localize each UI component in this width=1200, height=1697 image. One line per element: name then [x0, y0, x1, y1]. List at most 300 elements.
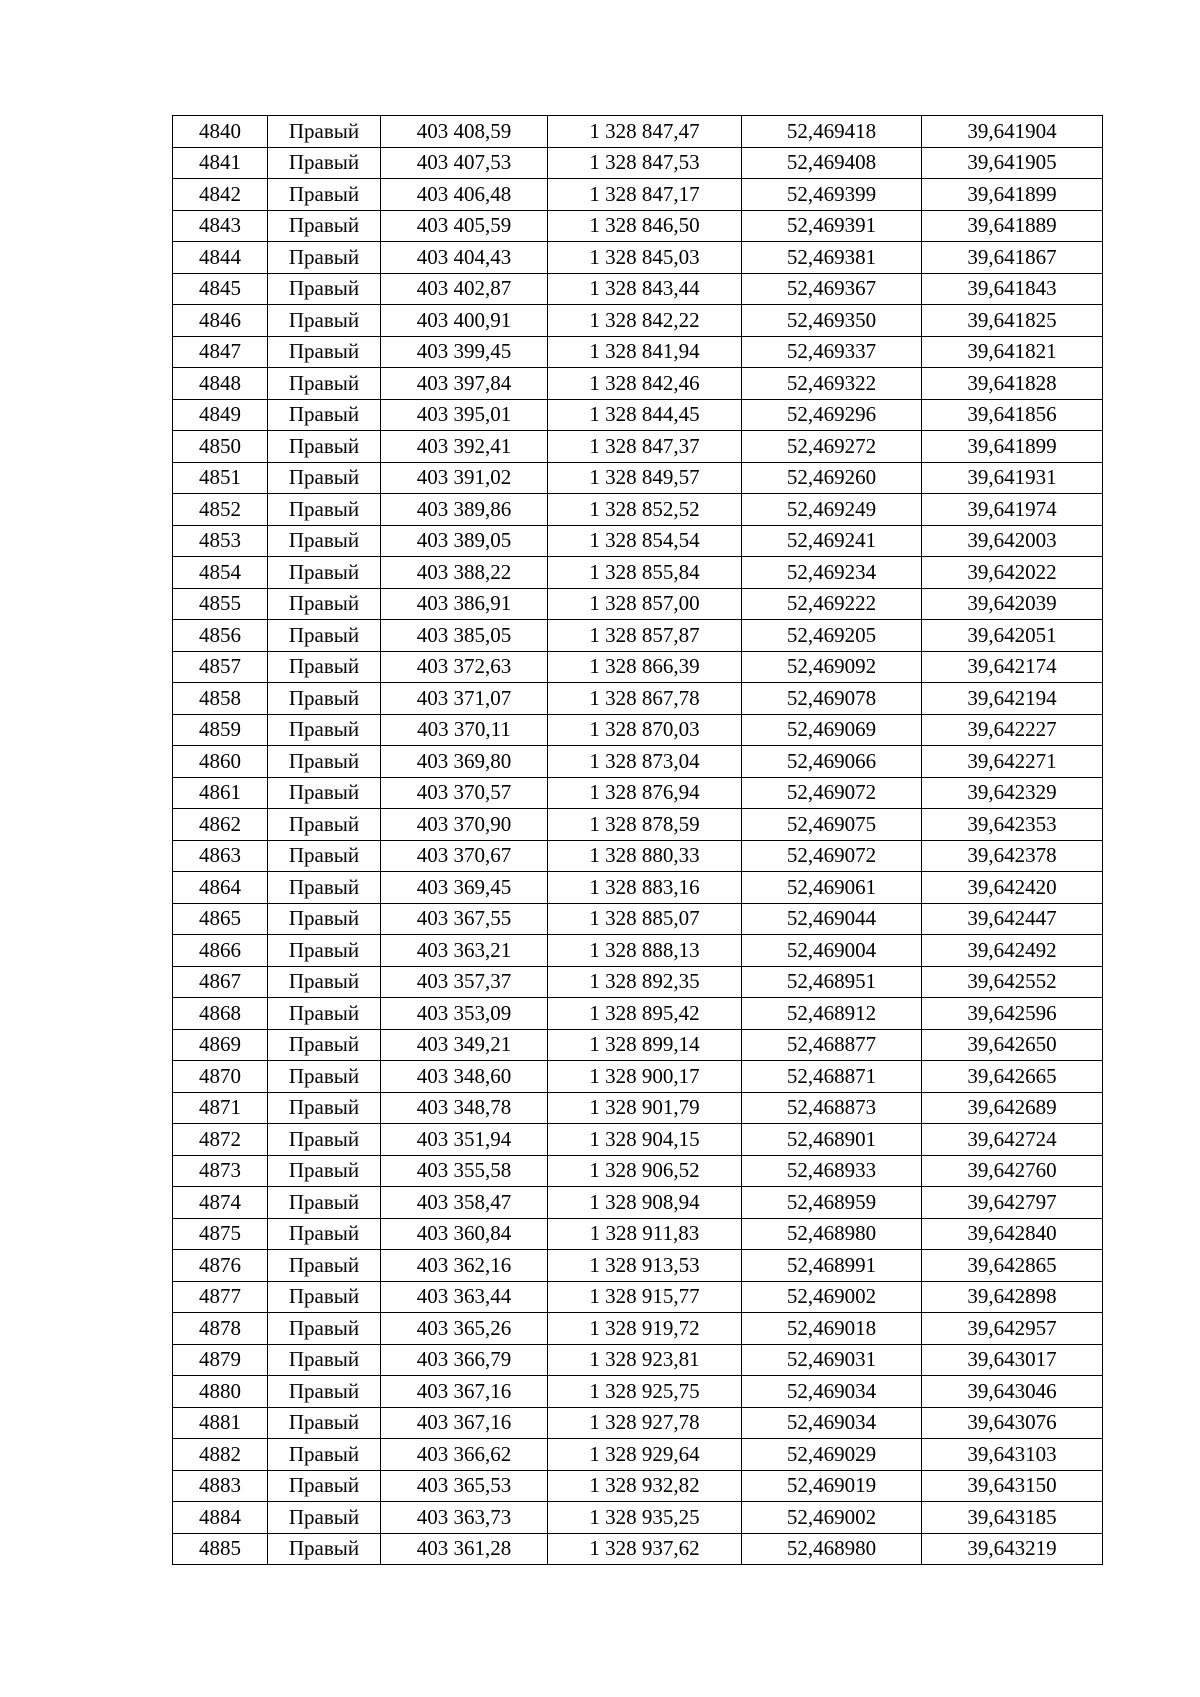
- longitude-cell: 39,642840: [922, 1218, 1103, 1250]
- y-coordinate-cell: 1 328 878,59: [548, 809, 742, 841]
- table-row: [173, 903, 1103, 935]
- latitude-cell: 52,469078: [742, 683, 922, 715]
- y-coordinate-cell: 1 328 937,62: [548, 1533, 742, 1565]
- side-cell: Правый: [268, 525, 381, 557]
- x-coordinate-cell: 403 365,26: [381, 1313, 548, 1345]
- latitude-cell: 52,469272: [742, 431, 922, 463]
- y-coordinate-cell: 1 328 876,94: [548, 777, 742, 809]
- latitude-cell: 52,469034: [742, 1376, 922, 1408]
- table-row: [173, 588, 1103, 620]
- x-coordinate-cell: 403 370,67: [381, 840, 548, 872]
- side-cell: Правый: [268, 966, 381, 998]
- y-coordinate-cell: 1 328 855,84: [548, 557, 742, 589]
- side-cell: Правый: [268, 557, 381, 589]
- latitude-cell: 52,469002: [742, 1281, 922, 1313]
- point-number-cell: 4883: [173, 1470, 268, 1502]
- y-coordinate-cell: 1 328 901,79: [548, 1092, 742, 1124]
- point-number-cell: 4857: [173, 651, 268, 683]
- point-number-cell: 4841: [173, 147, 268, 179]
- y-coordinate-cell: 1 328 852,52: [548, 494, 742, 526]
- latitude-cell: 52,468873: [742, 1092, 922, 1124]
- longitude-cell: 39,641931: [922, 462, 1103, 494]
- table-row: [173, 210, 1103, 242]
- y-coordinate-cell: 1 328 911,83: [548, 1218, 742, 1250]
- side-cell: Правый: [268, 368, 381, 400]
- side-cell: Правый: [268, 1155, 381, 1187]
- point-number-cell: 4881: [173, 1407, 268, 1439]
- x-coordinate-cell: 403 404,43: [381, 242, 548, 274]
- y-coordinate-cell: 1 328 854,54: [548, 525, 742, 557]
- y-coordinate-cell: 1 328 883,16: [548, 872, 742, 904]
- longitude-cell: 39,642665: [922, 1061, 1103, 1093]
- side-cell: Правый: [268, 1218, 381, 1250]
- point-number-cell: 4847: [173, 336, 268, 368]
- y-coordinate-cell: 1 328 846,50: [548, 210, 742, 242]
- longitude-cell: 39,642039: [922, 588, 1103, 620]
- table-row: [173, 966, 1103, 998]
- y-coordinate-cell: 1 328 900,17: [548, 1061, 742, 1093]
- point-number-cell: 4846: [173, 305, 268, 337]
- longitude-cell: 39,642271: [922, 746, 1103, 778]
- y-coordinate-cell: 1 328 873,04: [548, 746, 742, 778]
- point-number-cell: 4868: [173, 998, 268, 1030]
- x-coordinate-cell: 403 349,21: [381, 1029, 548, 1061]
- point-number-cell: 4853: [173, 525, 268, 557]
- side-cell: Правый: [268, 1439, 381, 1471]
- table-row: [173, 557, 1103, 589]
- point-number-cell: 4845: [173, 273, 268, 305]
- side-cell: Правый: [268, 872, 381, 904]
- latitude-cell: 52,469072: [742, 777, 922, 809]
- latitude-cell: 52,469044: [742, 903, 922, 935]
- longitude-cell: 39,642353: [922, 809, 1103, 841]
- x-coordinate-cell: 403 397,84: [381, 368, 548, 400]
- x-coordinate-cell: 403 363,21: [381, 935, 548, 967]
- y-coordinate-cell: 1 328 925,75: [548, 1376, 742, 1408]
- longitude-cell: 39,642898: [922, 1281, 1103, 1313]
- point-number-cell: 4856: [173, 620, 268, 652]
- table-row: [173, 683, 1103, 715]
- table-row: [173, 1124, 1103, 1156]
- latitude-cell: 52,469066: [742, 746, 922, 778]
- x-coordinate-cell: 403 365,53: [381, 1470, 548, 1502]
- longitude-cell: 39,641889: [922, 210, 1103, 242]
- x-coordinate-cell: 403 348,60: [381, 1061, 548, 1093]
- x-coordinate-cell: 403 348,78: [381, 1092, 548, 1124]
- y-coordinate-cell: 1 328 841,94: [548, 336, 742, 368]
- side-cell: Правый: [268, 179, 381, 211]
- table-row: [173, 840, 1103, 872]
- point-number-cell: 4878: [173, 1313, 268, 1345]
- longitude-cell: 39,642051: [922, 620, 1103, 652]
- latitude-cell: 52,469072: [742, 840, 922, 872]
- longitude-cell: 39,641825: [922, 305, 1103, 337]
- y-coordinate-cell: 1 328 929,64: [548, 1439, 742, 1471]
- y-coordinate-cell: 1 328 906,52: [548, 1155, 742, 1187]
- side-cell: Правый: [268, 210, 381, 242]
- side-cell: Правый: [268, 620, 381, 652]
- latitude-cell: 52,469418: [742, 116, 922, 148]
- latitude-cell: 52,469061: [742, 872, 922, 904]
- table-row: [173, 746, 1103, 778]
- x-coordinate-cell: 403 399,45: [381, 336, 548, 368]
- side-cell: Правый: [268, 1281, 381, 1313]
- x-coordinate-cell: 403 405,59: [381, 210, 548, 242]
- x-coordinate-cell: 403 353,09: [381, 998, 548, 1030]
- x-coordinate-cell: 403 386,91: [381, 588, 548, 620]
- latitude-cell: 52,469002: [742, 1502, 922, 1534]
- table-row: [173, 179, 1103, 211]
- table-row: [173, 305, 1103, 337]
- y-coordinate-cell: 1 328 899,14: [548, 1029, 742, 1061]
- latitude-cell: 52,469205: [742, 620, 922, 652]
- point-number-cell: 4884: [173, 1502, 268, 1534]
- point-number-cell: 4882: [173, 1439, 268, 1471]
- point-number-cell: 4859: [173, 714, 268, 746]
- table-row: [173, 1187, 1103, 1219]
- latitude-cell: 52,468901: [742, 1124, 922, 1156]
- point-number-cell: 4861: [173, 777, 268, 809]
- x-coordinate-cell: 403 407,53: [381, 147, 548, 179]
- point-number-cell: 4864: [173, 872, 268, 904]
- side-cell: Правый: [268, 1061, 381, 1093]
- latitude-cell: 52,468877: [742, 1029, 922, 1061]
- table-row: [173, 1092, 1103, 1124]
- table-row: [173, 147, 1103, 179]
- y-coordinate-cell: 1 328 842,46: [548, 368, 742, 400]
- side-cell: Правый: [268, 242, 381, 274]
- point-number-cell: 4874: [173, 1187, 268, 1219]
- side-cell: Правый: [268, 1344, 381, 1376]
- y-coordinate-cell: 1 328 847,47: [548, 116, 742, 148]
- table-row: [173, 1439, 1103, 1471]
- x-coordinate-cell: 403 400,91: [381, 305, 548, 337]
- table-row: [173, 336, 1103, 368]
- y-coordinate-cell: 1 328 923,81: [548, 1344, 742, 1376]
- table-row: [173, 1061, 1103, 1093]
- side-cell: Правый: [268, 777, 381, 809]
- longitude-cell: 39,642420: [922, 872, 1103, 904]
- point-number-cell: 4885: [173, 1533, 268, 1565]
- y-coordinate-cell: 1 328 888,13: [548, 935, 742, 967]
- point-number-cell: 4873: [173, 1155, 268, 1187]
- y-coordinate-cell: 1 328 844,45: [548, 399, 742, 431]
- x-coordinate-cell: 403 371,07: [381, 683, 548, 715]
- side-cell: Правый: [268, 903, 381, 935]
- longitude-cell: 39,642724: [922, 1124, 1103, 1156]
- table-row: [173, 399, 1103, 431]
- side-cell: Правый: [268, 1470, 381, 1502]
- latitude-cell: 52,469069: [742, 714, 922, 746]
- side-cell: Правый: [268, 651, 381, 683]
- point-number-cell: 4867: [173, 966, 268, 998]
- point-number-cell: 4854: [173, 557, 268, 589]
- side-cell: Правый: [268, 998, 381, 1030]
- latitude-cell: 52,468871: [742, 1061, 922, 1093]
- longitude-cell: 39,642447: [922, 903, 1103, 935]
- point-number-cell: 4858: [173, 683, 268, 715]
- point-number-cell: 4870: [173, 1061, 268, 1093]
- longitude-cell: 39,641904: [922, 116, 1103, 148]
- side-cell: Правый: [268, 147, 381, 179]
- x-coordinate-cell: 403 402,87: [381, 273, 548, 305]
- x-coordinate-cell: 403 358,47: [381, 1187, 548, 1219]
- longitude-cell: 39,642492: [922, 935, 1103, 967]
- y-coordinate-cell: 1 328 880,33: [548, 840, 742, 872]
- table-row: [173, 935, 1103, 967]
- table-row: [173, 462, 1103, 494]
- longitude-cell: 39,642797: [922, 1187, 1103, 1219]
- x-coordinate-cell: 403 408,59: [381, 116, 548, 148]
- y-coordinate-cell: 1 328 866,39: [548, 651, 742, 683]
- point-number-cell: 4852: [173, 494, 268, 526]
- x-coordinate-cell: 403 388,22: [381, 557, 548, 589]
- point-number-cell: 4865: [173, 903, 268, 935]
- longitude-cell: 39,642760: [922, 1155, 1103, 1187]
- longitude-cell: 39,643046: [922, 1376, 1103, 1408]
- point-number-cell: 4844: [173, 242, 268, 274]
- point-number-cell: 4860: [173, 746, 268, 778]
- x-coordinate-cell: 403 366,62: [381, 1439, 548, 1471]
- side-cell: Правый: [268, 431, 381, 463]
- longitude-cell: 39,641905: [922, 147, 1103, 179]
- table-row: [173, 116, 1103, 148]
- longitude-cell: 39,643017: [922, 1344, 1103, 1376]
- table-row: [173, 273, 1103, 305]
- latitude-cell: 52,468980: [742, 1533, 922, 1565]
- x-coordinate-cell: 403 363,73: [381, 1502, 548, 1534]
- side-cell: Правый: [268, 1187, 381, 1219]
- side-cell: Правый: [268, 746, 381, 778]
- point-number-cell: 4840: [173, 116, 268, 148]
- y-coordinate-cell: 1 328 845,03: [548, 242, 742, 274]
- latitude-cell: 52,469260: [742, 462, 922, 494]
- y-coordinate-cell: 1 328 867,78: [548, 683, 742, 715]
- side-cell: Правый: [268, 1092, 381, 1124]
- side-cell: Правый: [268, 494, 381, 526]
- longitude-cell: 39,642378: [922, 840, 1103, 872]
- x-coordinate-cell: 403 370,90: [381, 809, 548, 841]
- table-row: [173, 1155, 1103, 1187]
- longitude-cell: 39,642227: [922, 714, 1103, 746]
- table-row: [173, 1407, 1103, 1439]
- longitude-cell: 39,641843: [922, 273, 1103, 305]
- table-row: [173, 714, 1103, 746]
- side-cell: Правый: [268, 1533, 381, 1565]
- table-row: [173, 1218, 1103, 1250]
- latitude-cell: 52,468959: [742, 1187, 922, 1219]
- side-cell: Правый: [268, 1376, 381, 1408]
- longitude-cell: 39,641828: [922, 368, 1103, 400]
- y-coordinate-cell: 1 328 908,94: [548, 1187, 742, 1219]
- longitude-cell: 39,642650: [922, 1029, 1103, 1061]
- y-coordinate-cell: 1 328 843,44: [548, 273, 742, 305]
- side-cell: Правый: [268, 935, 381, 967]
- longitude-cell: 39,641899: [922, 431, 1103, 463]
- point-number-cell: 4842: [173, 179, 268, 211]
- side-cell: Правый: [268, 1250, 381, 1282]
- latitude-cell: 52,469350: [742, 305, 922, 337]
- side-cell: Правый: [268, 116, 381, 148]
- latitude-cell: 52,469322: [742, 368, 922, 400]
- side-cell: Правый: [268, 336, 381, 368]
- y-coordinate-cell: 1 328 935,25: [548, 1502, 742, 1534]
- table-row: [173, 777, 1103, 809]
- side-cell: Правый: [268, 462, 381, 494]
- point-number-cell: 4869: [173, 1029, 268, 1061]
- x-coordinate-cell: 403 370,57: [381, 777, 548, 809]
- longitude-cell: 39,641856: [922, 399, 1103, 431]
- latitude-cell: 52,468980: [742, 1218, 922, 1250]
- table-row: [173, 620, 1103, 652]
- x-coordinate-cell: 403 367,16: [381, 1407, 548, 1439]
- latitude-cell: 52,468951: [742, 966, 922, 998]
- latitude-cell: 52,469034: [742, 1407, 922, 1439]
- side-cell: Правый: [268, 1502, 381, 1534]
- latitude-cell: 52,469367: [742, 273, 922, 305]
- latitude-cell: 52,469075: [742, 809, 922, 841]
- x-coordinate-cell: 403 351,94: [381, 1124, 548, 1156]
- point-number-cell: 4849: [173, 399, 268, 431]
- latitude-cell: 52,469004: [742, 935, 922, 967]
- table-row: [173, 1502, 1103, 1534]
- side-cell: Правый: [268, 1029, 381, 1061]
- latitude-cell: 52,469029: [742, 1439, 922, 1471]
- x-coordinate-cell: 403 367,55: [381, 903, 548, 935]
- x-coordinate-cell: 403 370,11: [381, 714, 548, 746]
- y-coordinate-cell: 1 328 847,37: [548, 431, 742, 463]
- longitude-cell: 39,641867: [922, 242, 1103, 274]
- longitude-cell: 39,642865: [922, 1250, 1103, 1282]
- x-coordinate-cell: 403 395,01: [381, 399, 548, 431]
- latitude-cell: 52,469337: [742, 336, 922, 368]
- x-coordinate-cell: 403 367,16: [381, 1376, 548, 1408]
- x-coordinate-cell: 403 362,16: [381, 1250, 548, 1282]
- y-coordinate-cell: 1 328 919,72: [548, 1313, 742, 1345]
- table-row: [173, 1344, 1103, 1376]
- x-coordinate-cell: 403 391,02: [381, 462, 548, 494]
- y-coordinate-cell: 1 328 904,15: [548, 1124, 742, 1156]
- table-row: [173, 809, 1103, 841]
- side-cell: Правый: [268, 588, 381, 620]
- table-row: [173, 872, 1103, 904]
- point-number-cell: 4843: [173, 210, 268, 242]
- x-coordinate-cell: 403 392,41: [381, 431, 548, 463]
- x-coordinate-cell: 403 406,48: [381, 179, 548, 211]
- table-row: [173, 651, 1103, 683]
- latitude-cell: 52,469092: [742, 651, 922, 683]
- y-coordinate-cell: 1 328 870,03: [548, 714, 742, 746]
- longitude-cell: 39,641821: [922, 336, 1103, 368]
- point-number-cell: 4880: [173, 1376, 268, 1408]
- table-row: [173, 368, 1103, 400]
- side-cell: Правый: [268, 273, 381, 305]
- latitude-cell: 52,469391: [742, 210, 922, 242]
- y-coordinate-cell: 1 328 849,57: [548, 462, 742, 494]
- table-row: [173, 1470, 1103, 1502]
- table-row: [173, 525, 1103, 557]
- x-coordinate-cell: 403 357,37: [381, 966, 548, 998]
- side-cell: Правый: [268, 809, 381, 841]
- longitude-cell: 39,643076: [922, 1407, 1103, 1439]
- x-coordinate-cell: 403 355,58: [381, 1155, 548, 1187]
- y-coordinate-cell: 1 328 857,87: [548, 620, 742, 652]
- point-number-cell: 4850: [173, 431, 268, 463]
- x-coordinate-cell: 403 366,79: [381, 1344, 548, 1376]
- longitude-cell: 39,643219: [922, 1533, 1103, 1565]
- side-cell: Правый: [268, 840, 381, 872]
- longitude-cell: 39,642596: [922, 998, 1103, 1030]
- table-row: [173, 1533, 1103, 1565]
- latitude-cell: 52,469241: [742, 525, 922, 557]
- x-coordinate-cell: 403 369,80: [381, 746, 548, 778]
- point-number-cell: 4866: [173, 935, 268, 967]
- point-number-cell: 4872: [173, 1124, 268, 1156]
- table-row: [173, 1250, 1103, 1282]
- table-row: [173, 431, 1103, 463]
- y-coordinate-cell: 1 328 857,00: [548, 588, 742, 620]
- point-number-cell: 4875: [173, 1218, 268, 1250]
- latitude-cell: 52,469019: [742, 1470, 922, 1502]
- y-coordinate-cell: 1 328 895,42: [548, 998, 742, 1030]
- y-coordinate-cell: 1 328 927,78: [548, 1407, 742, 1439]
- table-row: [173, 1029, 1103, 1061]
- latitude-cell: 52,469381: [742, 242, 922, 274]
- point-number-cell: 4862: [173, 809, 268, 841]
- y-coordinate-cell: 1 328 892,35: [548, 966, 742, 998]
- point-number-cell: 4877: [173, 1281, 268, 1313]
- coordinates-table-body: [173, 116, 1103, 1565]
- side-cell: Правый: [268, 683, 381, 715]
- x-coordinate-cell: 403 389,86: [381, 494, 548, 526]
- x-coordinate-cell: 403 361,28: [381, 1533, 548, 1565]
- longitude-cell: 39,643150: [922, 1470, 1103, 1502]
- latitude-cell: 52,469399: [742, 179, 922, 211]
- y-coordinate-cell: 1 328 847,17: [548, 179, 742, 211]
- latitude-cell: 52,468912: [742, 998, 922, 1030]
- side-cell: Правый: [268, 1313, 381, 1345]
- y-coordinate-cell: 1 328 913,53: [548, 1250, 742, 1282]
- side-cell: Правый: [268, 1124, 381, 1156]
- latitude-cell: 52,469408: [742, 147, 922, 179]
- latitude-cell: 52,469031: [742, 1344, 922, 1376]
- y-coordinate-cell: 1 328 885,07: [548, 903, 742, 935]
- x-coordinate-cell: 403 369,45: [381, 872, 548, 904]
- latitude-cell: 52,469222: [742, 588, 922, 620]
- latitude-cell: 52,469018: [742, 1313, 922, 1345]
- longitude-cell: 39,643185: [922, 1502, 1103, 1534]
- longitude-cell: 39,642957: [922, 1313, 1103, 1345]
- longitude-cell: 39,643103: [922, 1439, 1103, 1471]
- x-coordinate-cell: 403 360,84: [381, 1218, 548, 1250]
- x-coordinate-cell: 403 363,44: [381, 1281, 548, 1313]
- point-number-cell: 4851: [173, 462, 268, 494]
- longitude-cell: 39,641899: [922, 179, 1103, 211]
- point-number-cell: 4848: [173, 368, 268, 400]
- y-coordinate-cell: 1 328 915,77: [548, 1281, 742, 1313]
- table-row: [173, 998, 1103, 1030]
- side-cell: Правый: [268, 305, 381, 337]
- side-cell: Правый: [268, 399, 381, 431]
- table-row: [173, 1281, 1103, 1313]
- x-coordinate-cell: 403 372,63: [381, 651, 548, 683]
- longitude-cell: 39,641974: [922, 494, 1103, 526]
- y-coordinate-cell: 1 328 842,22: [548, 305, 742, 337]
- y-coordinate-cell: 1 328 932,82: [548, 1470, 742, 1502]
- coordinates-table: [172, 115, 1103, 1565]
- point-number-cell: 4879: [173, 1344, 268, 1376]
- longitude-cell: 39,642174: [922, 651, 1103, 683]
